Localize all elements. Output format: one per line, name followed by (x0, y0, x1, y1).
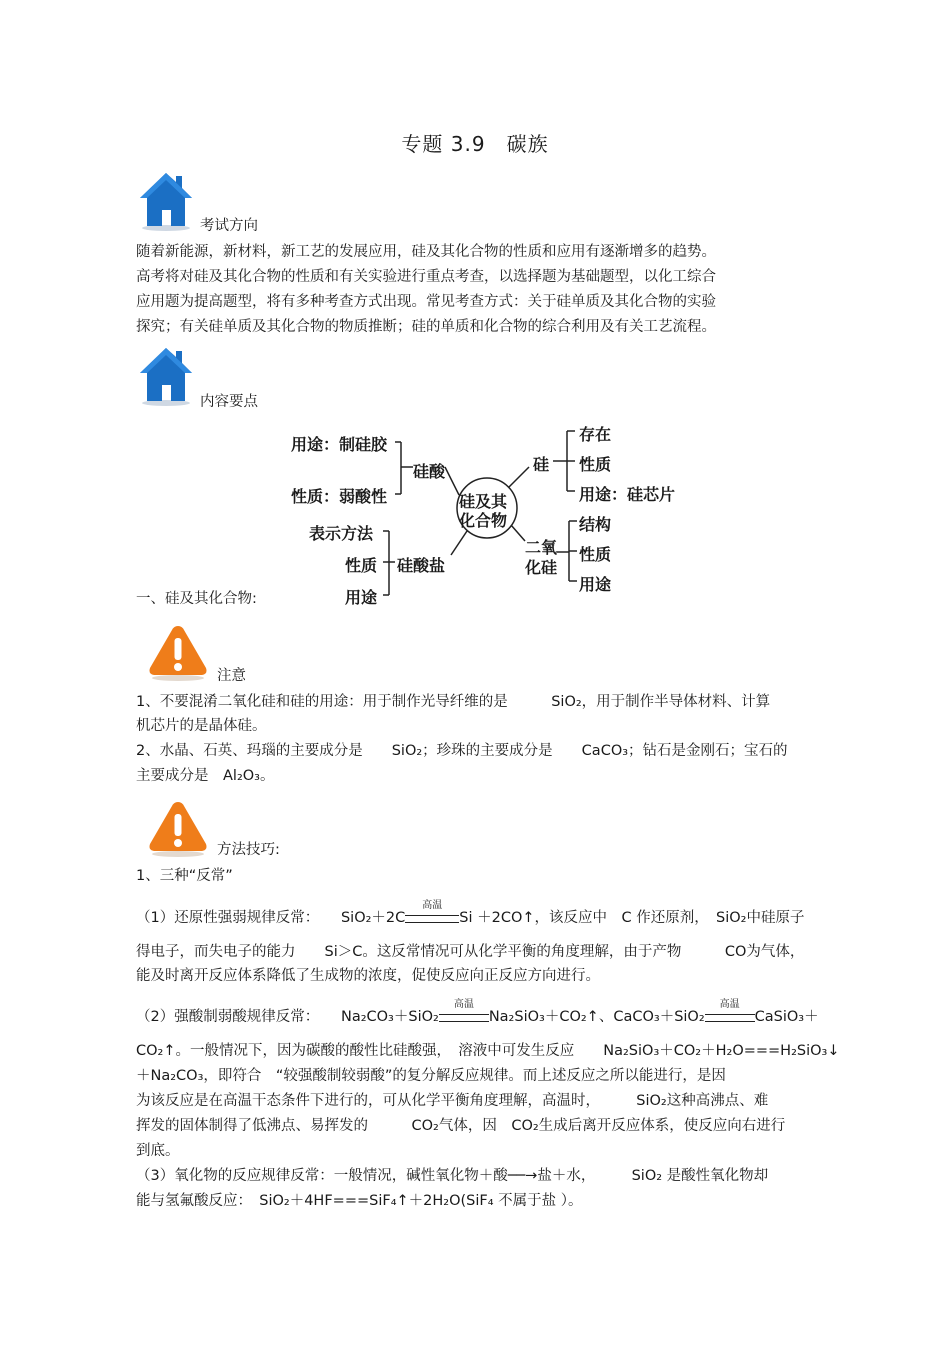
method-p2-line-6: 到底。 (136, 1143, 180, 1159)
mindmap-use3: 用途 (579, 575, 612, 594)
mindmap-repr: 表示方法 (309, 524, 374, 543)
equals-bar (705, 1014, 755, 1022)
mindmap-use-chip: 用途：硅芯片 (579, 485, 676, 504)
direction-line-3: 应用题为提高题型，将有多种考查方式出现。常见考查方式：关于硅单质及其化合物的实验 (136, 294, 716, 310)
home-icon (138, 345, 194, 407)
mindmap-silicon: 硅 (533, 455, 550, 474)
mindmap-structure: 结构 (579, 515, 612, 534)
reaction-condition (439, 999, 489, 1030)
method-p3-line-1: （3）氧化物的反应规律反常：一般情况，碱性氧化物＋酸──→盐＋水， SiO₂ 是酸性氧化物却 (136, 1168, 769, 1184)
mindmap (285, 415, 685, 610)
mindmap-silicate: 硅酸盐 (397, 556, 446, 575)
method-p2-line-5: 挥发的固体制得了低沸点、易挥发的 CO₂气体，因 CO₂生成后离开反应体系，使反应向右进行 (136, 1118, 786, 1134)
section-label-direction: 考试方向 (200, 218, 258, 234)
method-p2-line-2: CO₂↑。一般情况下，因为碳酸的酸性比硅酸强， 溶液中可发生反应 Na₂SiO₃＋CO₂＋H₂O===H₂SiO₃↓ (136, 1043, 840, 1059)
section-label-note: 注意 (217, 668, 246, 684)
section-label-method: 方法技巧: (217, 842, 280, 858)
mindmap-sio2-1: 二氧 (525, 538, 558, 557)
warning-icon (146, 798, 210, 858)
mindmap-silicic-acid: 硅酸 (413, 462, 446, 481)
mindmap-sio2-2: 化硅 (525, 558, 558, 577)
mindmap-prop3: 性质 (579, 545, 612, 564)
method-p1-b: Si ＋2CO↑，该反应中 C 作还原剂， SiO₂中硅原子 (459, 910, 805, 926)
section-label-content: 内容要点 (200, 394, 258, 410)
home-icon (138, 170, 194, 232)
mindmap-center-1: 硅及其 (459, 492, 508, 511)
direction-line-2: 高考将对硅及其化合物的性质和有关实验进行重点考查，以选择题为基础题型，以化工综合 (136, 269, 716, 285)
mindmap-use-gel: 用途：制硅胶 (291, 435, 388, 454)
method-p2-a: （2）强酸制弱酸规律反常： Na₂CO₃＋SiO₂ (136, 1009, 439, 1025)
mindmap-prop: 性质 (579, 455, 612, 474)
mindmap-prop-weak: 性质：弱酸性 (291, 487, 388, 506)
method-heading: 1、三种“反常” (136, 868, 233, 884)
reaction-condition-label: 高温 (453, 999, 474, 1010)
method-p3-line-2: 能与氢氟酸反应： SiO₂＋4HF===SiF₄↑＋2H₂O(SiF₄ 不属于盐 ）。 (136, 1193, 583, 1209)
method-p2-c: CaSiO₃＋ (754, 1009, 819, 1025)
page-title: 专题 3.9 碳族 (401, 132, 549, 156)
equals-bar (439, 1014, 489, 1022)
mindmap-prop2: 性质 (345, 556, 378, 575)
mindmap-exist: 存在 (579, 425, 612, 444)
note-line-3: 2、水晶、石英、玛瑙的主要成分是 SiO₂；珍珠的主要成分是 CaCO₃；钻石是金刚石；宝石的 (136, 743, 788, 759)
method-p2-b: Na₂SiO₃＋CO₂↑、CaCO₃＋SiO₂ (488, 1009, 705, 1025)
equals-bar (405, 915, 459, 923)
direction-line-1: 随着新能源，新材料，新工艺的发展应用，硅及其化合物的性质和应用有逐渐增多的趋势。 (136, 244, 716, 260)
note-line-1: 1、不要混淆二氧化硅和硅的用途：用于制作光导纤维的是 SiO₂，用于制作半导体材料、计算 (136, 694, 771, 710)
method-p2-line-4: 为该反应是在高温干态条件下进行的，可从化学平衡角度理解，高温时， SiO₂这种高沸点、难 (136, 1093, 769, 1109)
reaction-condition-label: 高温 (719, 999, 740, 1010)
mindmap-center-2: 化合物 (459, 511, 508, 530)
method-p1-line-2: 得电子，而失电子的能力 Si＞C。这反常情况可从化学平衡的角度理解，由于产物 CO为气体， (136, 944, 805, 960)
method-p1-line-3: 能及时离开反应体系降低了生成物的浓度，促使反应向正反应方向进行。 (136, 968, 600, 984)
section-one-heading: 一、硅及其化合物: (136, 591, 257, 607)
method-p1-a: （1）还原性强弱规律反常： SiO₂＋2C (136, 910, 406, 926)
reaction-condition (405, 900, 459, 931)
method-p2-line-3: ＋Na₂CO₃，即符合 “较强酸制较弱酸”的复分解反应规律。而上述反应之所以能进行，是因 (136, 1068, 726, 1084)
note-line-2: 机芯片的是晶体硅。 (136, 718, 267, 734)
method-p1-line-1 (136, 900, 805, 931)
reaction-condition (705, 999, 755, 1030)
note-line-4: 主要成分是 Al₂O₃。 (136, 768, 275, 784)
direction-line-4: 探究；有关硅单质及其化合物的物质推断；硅的单质和化合物的综合利用及有关工艺流程。 (136, 319, 716, 335)
reaction-condition-label: 高温 (422, 900, 443, 911)
method-p2-line-1 (136, 999, 819, 1030)
mindmap-use2: 用途 (345, 588, 378, 607)
warning-icon (146, 622, 210, 682)
